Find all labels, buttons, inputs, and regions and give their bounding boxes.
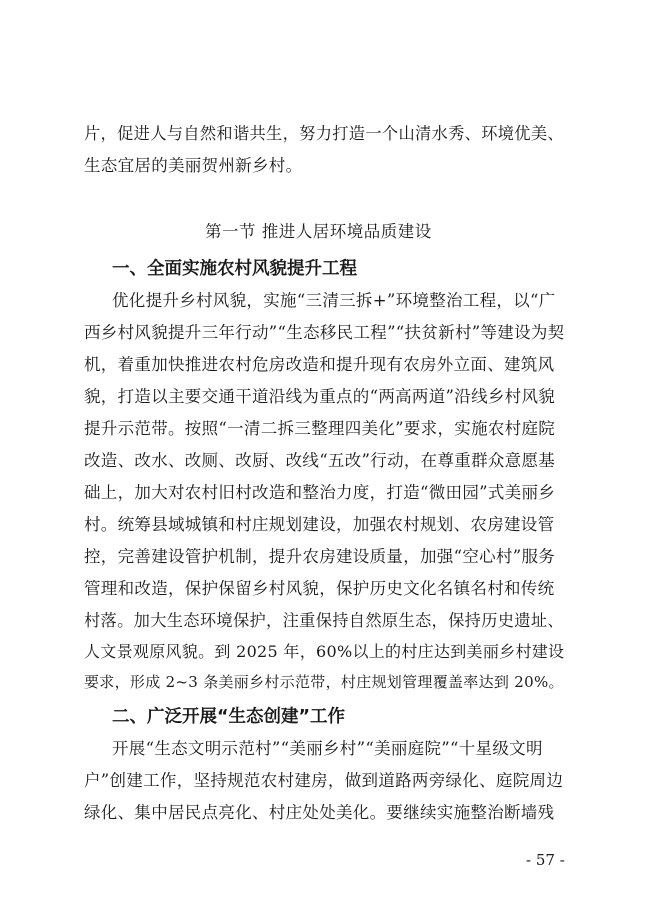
para-1-line-12: 人文景观原风貌。到 2025 年，60%以上的村庄达到美丽乡村建设 xyxy=(84,642,565,661)
intro-line-2: 生态宜居的美丽贺州新乡村。 xyxy=(84,156,303,175)
para-1-line-8: 村。统筹县域城镇和村庄规划建设，加强农村规划、农房建设管 xyxy=(84,515,555,534)
para-1-line-7: 础上，加大对农村旧村改造和整治力度，打造“微田园”式美丽乡 xyxy=(84,483,556,502)
para-1-line-6: 改造、改水、改厕、改厨、改线“五改”行动，在尊重群众意愿基 xyxy=(84,451,556,470)
para-2-line-1: 开展“生态文明示范村”“美丽乡村”“美丽庭院”“十星级文明 xyxy=(112,739,543,758)
para-1-line-3: 机，着重加快推进农村危房改造和提升现有农房外立面、建筑风 xyxy=(84,355,555,374)
para-1-line-5: 提升示范带。按照“一清二拆三整理四美化”要求，实施农村庭院 xyxy=(84,419,556,438)
para-2-line-3: 绿化、集中居民点亮化、村庄处处美化。要继续实施整治断墙残 xyxy=(84,803,555,822)
para-1-line-13: 要求，形成 2~3 条美丽乡村示范带，村庄规划管理覆盖率达到 20%。 xyxy=(84,673,564,691)
section-title: 第一节 推进人居环境品质建设 xyxy=(205,222,432,241)
intro-line-1: 片，促进人与自然和谐共生，努力打造一个山清水秀、环境优美、 xyxy=(84,124,564,143)
page-number: - 57 - xyxy=(526,851,565,869)
para-1-line-11: 村落。加大生态环境保护，注重保持自然原生态，保持历史遗址、 xyxy=(84,611,564,630)
para-2-line-2: 户”创建工作，坚持规范农村建房，做到道路两旁绿化、庭院周边 xyxy=(84,771,564,790)
para-1-line-9: 控，完善建设管护机制，提升农房建设质量，加强“空心村”服务 xyxy=(84,547,556,566)
heading-2: 二、广泛开展“生态创建”工作 xyxy=(112,707,346,727)
para-1-line-2: 西乡村风貌提升三年行动”“生态移民工程”“扶贫新村”等建设为契 xyxy=(84,323,565,342)
para-1-line-1: 优化提升乡村风貌，实施“三清三拆+”环境整治工程，以“广 xyxy=(112,291,556,310)
para-1-line-4: 貌，打造以主要交通干道沿线为重点的“两高两道”沿线乡村风貌 xyxy=(84,387,556,406)
heading-1: 一、全面实施农村风貌提升工程 xyxy=(112,259,357,279)
para-1-line-10: 管理和改造，保护保留乡村风貌，保护历史文化名镇名村和传统 xyxy=(84,579,555,598)
